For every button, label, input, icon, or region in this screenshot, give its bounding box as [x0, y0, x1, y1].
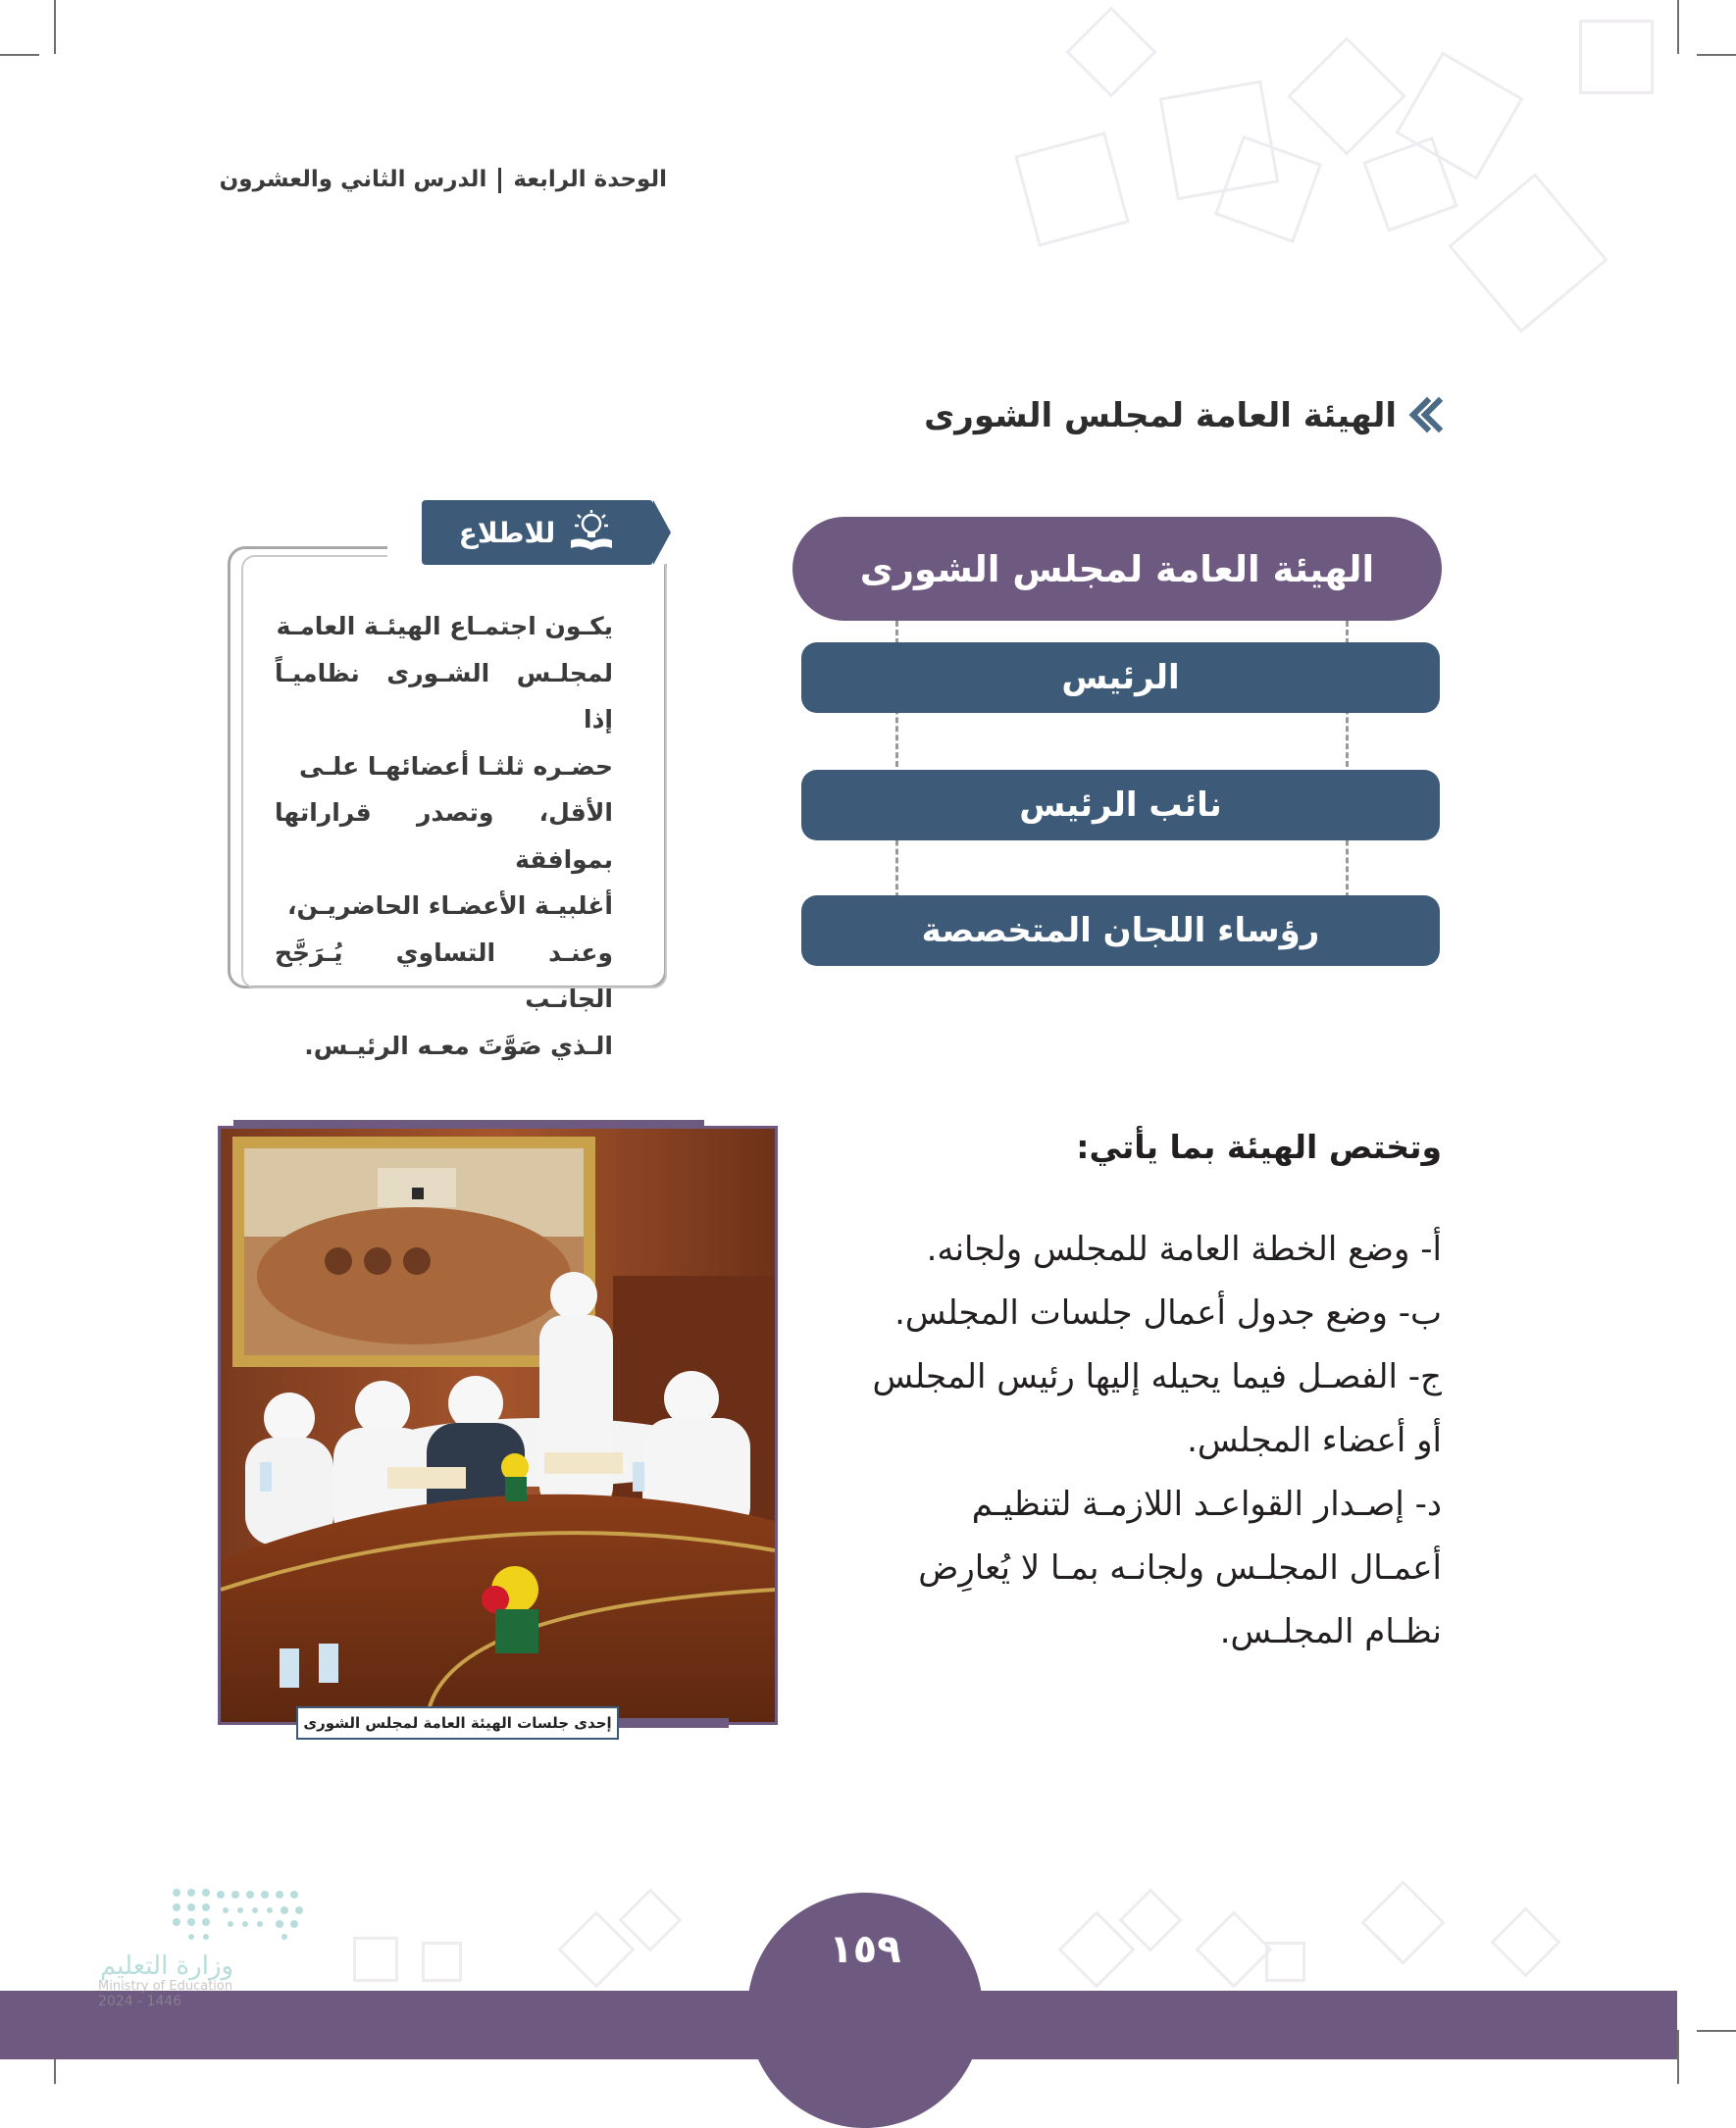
section-heading: [924, 394, 1442, 437]
decor-square: [1195, 1910, 1272, 1988]
info-badge: [422, 500, 653, 565]
decor-square: [353, 1937, 398, 1982]
decor-square: [1287, 36, 1406, 156]
duty-item: د- إصـدار القواعـد اللازمـة لتنظيـم: [971, 1485, 1442, 1524]
crop-mark: [1677, 0, 1679, 54]
photo-caption: إحدى جلسات الهيئة العامة لمجلس الشورى: [296, 1706, 619, 1740]
ministry-logo-dots-icon: [98, 1883, 324, 1951]
page-number: ١٥٩: [829, 1927, 901, 1972]
header-separator: [498, 168, 501, 193]
edition-year: 2024 - 1446: [98, 1994, 182, 2009]
info-line: أغلبيـة الأعضـاء الحاضريـن،: [287, 891, 613, 920]
unit-label: الوحدة الرابعة: [513, 167, 667, 192]
double-chevron-icon: [1408, 394, 1442, 437]
crop-mark: [1697, 2030, 1736, 2032]
section-title: الهيئة العامة لمجلس الشورى: [924, 396, 1397, 435]
duty-item: ب- وضع جدول أعمال جلسات المجلس.: [894, 1293, 1442, 1333]
page-header: [196, 167, 667, 193]
info-line: يكـون اجتمـاع الهيئـة العامـة: [276, 612, 613, 640]
caption-accent: [616, 1718, 729, 1728]
info-badge-label: للاطلاع: [458, 516, 556, 549]
info-line: لمجلـس الشـورى نظاميـاً إذا: [275, 658, 613, 734]
org-chart-root: الهيئة العامة لمجلس الشورى: [792, 517, 1442, 621]
decor-square: [1579, 20, 1654, 94]
info-line: وعنـد التساوي يُـرَجَّح الجانـب: [275, 937, 613, 1013]
info-line: حضـره ثلثـا أعضائهـا علـى: [299, 751, 613, 781]
crop-mark: [0, 54, 39, 56]
org-chart-committee-heads: رؤساء اللجان المتخصصة: [801, 895, 1440, 966]
ministry-name-en: Ministry of Education: [98, 1979, 233, 1994]
session-photo: [218, 1126, 778, 1725]
org-chart-vice-president: نائب الرئيس: [801, 770, 1440, 840]
decor-square: [1490, 1906, 1560, 1977]
duties-list: [853, 1218, 1442, 1664]
decor-square: [1448, 173, 1608, 332]
ministry-name: وزارة التعليم: [100, 1951, 234, 1981]
org-chart-president: الرئيس: [801, 642, 1440, 713]
crop-mark: [1697, 54, 1736, 56]
decor-square: [422, 1942, 462, 1982]
duty-item: أ- وضع الخطة العامة للمجلس ولجانه.: [926, 1230, 1442, 1269]
decor-square: [1014, 131, 1130, 247]
ministry-logo: [98, 1883, 324, 2020]
info-line: الـذي صَوَّتَ معـه الرئيـس.: [304, 1031, 613, 1060]
decor-square: [1360, 1880, 1445, 1964]
duty-item: أعمـال المجلـس ولجانـه بمـا لا يُعارِض: [918, 1548, 1442, 1588]
duty-item: أو أعضاء المجلس.: [1187, 1421, 1442, 1460]
crop-mark: [54, 0, 56, 54]
lightbulb-book-icon: [567, 509, 616, 556]
duty-item: نظـام المجلـس.: [1219, 1612, 1442, 1651]
decor-square: [1265, 1942, 1305, 1982]
crop-mark: [1677, 2030, 1679, 2084]
duty-item: ج- الفصـل فيما يحيله إليها رئيس المجلس: [872, 1357, 1442, 1396]
info-box-text: [275, 603, 613, 1069]
duties-intro: وتختص الهيئة بما يأتي:: [1076, 1128, 1442, 1166]
lesson-label: الدرس الثاني والعشرون: [219, 167, 487, 192]
decor-square: [1065, 6, 1156, 97]
info-line: الأقل، وتصدر قراراتها بموافقة: [275, 798, 613, 874]
